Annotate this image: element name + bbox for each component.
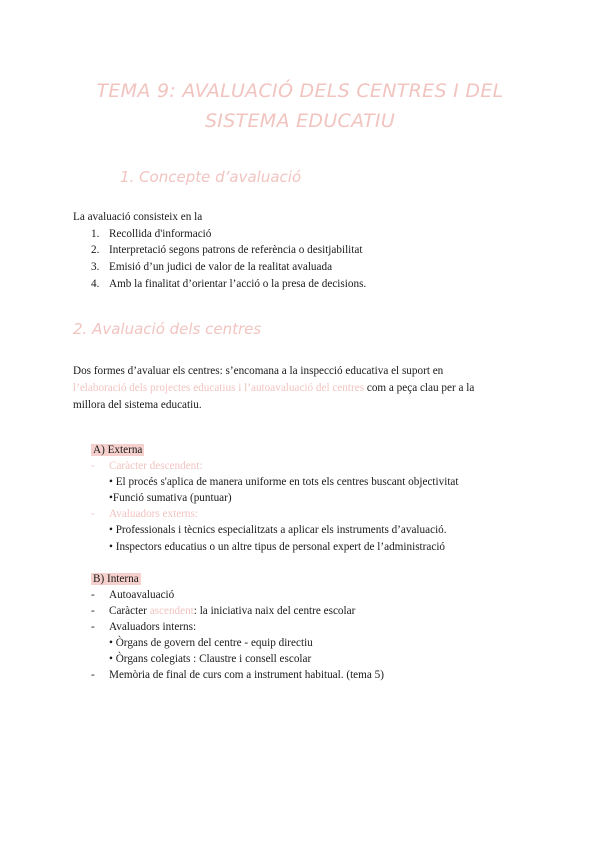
title-line-2: SISTEMA EDUCATIU bbox=[204, 110, 396, 132]
title-line-1: TEMA 9: AVALUACIÓ DELS CENTRES I DEL bbox=[96, 80, 504, 102]
paragraph-line-3: millora del sistema educatiu. bbox=[73, 399, 202, 411]
list-number: 3. bbox=[91, 261, 100, 273]
list-item: Interpretació segons patrons de referència o desitjabilitat bbox=[109, 244, 363, 256]
list-item: Recollida d'informació bbox=[109, 228, 212, 240]
external-evaluators-label: Avaluadors externs: bbox=[109, 508, 198, 520]
dash-bullet: - bbox=[91, 621, 95, 633]
list-item: Emisió d’un judici de valor de la realitat avaluada bbox=[109, 261, 333, 273]
internal-self-evaluation: Autoavaluació bbox=[109, 589, 175, 601]
paragraph-line-1: Dos formes d’avaluar els centres: s’encomana a la inspecció educativa el suport en bbox=[73, 365, 444, 377]
internal-character: Caràcter ascendent: la iniciativa naix del centre escolar bbox=[109, 605, 356, 617]
dash-bullet: - bbox=[91, 589, 95, 601]
ascendent-word: ascendent bbox=[149, 605, 194, 617]
list-number: 4. bbox=[91, 278, 100, 290]
dash-bullet: - bbox=[91, 605, 95, 617]
external-character-label: Caràcter descendent: bbox=[109, 460, 203, 472]
internal-label: B) Interna bbox=[93, 573, 139, 585]
dash-bullet: - bbox=[91, 460, 95, 472]
internal-memoria: Memòria de final de curs com a instrument habitual. (tema 5) bbox=[109, 669, 384, 681]
external-character-item: •Funció sumativa (puntuar) bbox=[109, 492, 232, 504]
document-title bbox=[0, 76, 600, 136]
section-2-heading: 2. Avaluació dels centres bbox=[73, 320, 262, 338]
external-character-item: • El procés s'aplica de manera uniforme en tots els centres buscant objectivitat bbox=[109, 476, 459, 488]
external-label: A) Externa bbox=[93, 444, 143, 456]
list-item: Amb la finalitat d’orientar l’acció o la presa de decisions. bbox=[109, 278, 367, 290]
external-evaluators-item: • Professionals i tècnics especialitzats a aplicar els instruments d’avaluació. bbox=[109, 524, 447, 536]
section-2-paragraph bbox=[73, 363, 523, 414]
internal-evaluators-item: • Òrgans colegiats : Claustre i consell escolar bbox=[109, 653, 312, 665]
section-1-intro: La avaluació consisteix en la bbox=[73, 211, 203, 223]
dash-bullet: - bbox=[91, 508, 95, 520]
internal-evaluators-label: Avaluadors interns: bbox=[109, 621, 197, 633]
section-1-heading: 1. Concepte d’avaluació bbox=[120, 168, 302, 186]
internal-evaluators-item: • Òrgans de govern del centre - equip directiu bbox=[109, 637, 313, 649]
paragraph-line-2-rest: com a peça clau per a la bbox=[364, 382, 475, 394]
list-number: 2. bbox=[91, 244, 100, 256]
dash-bullet: - bbox=[91, 669, 95, 681]
paragraph-pink-phrase: l’elaboració dels projectes educatius i l’autoavaluació del centres bbox=[73, 382, 365, 394]
external-evaluators-item: • Inspectors educatius o un altre tipus de personal expert de l’administració bbox=[109, 541, 446, 553]
list-number: 1. bbox=[91, 228, 100, 240]
paragraph-line-2 bbox=[73, 380, 523, 397]
